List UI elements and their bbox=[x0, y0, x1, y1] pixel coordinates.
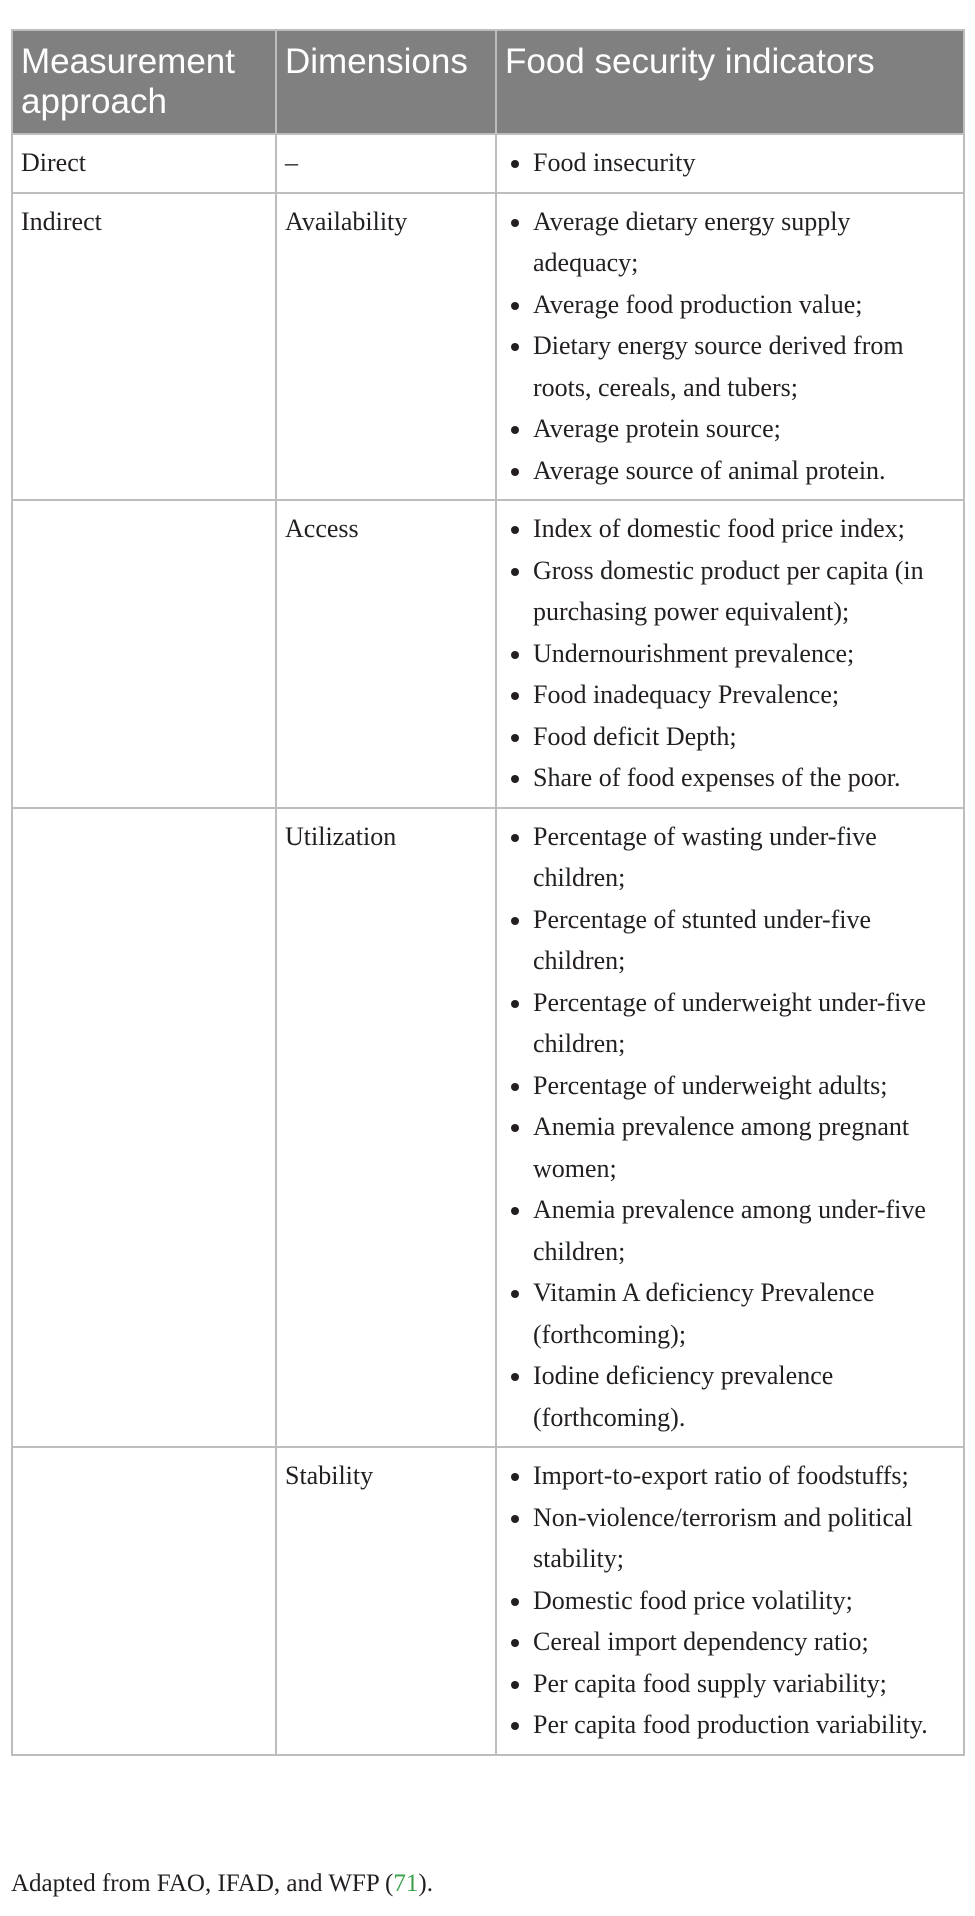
indicator-list-item: Per capita food supply variability; bbox=[507, 1663, 957, 1705]
table-row bbox=[12, 808, 964, 1448]
indicator-list bbox=[507, 201, 957, 492]
table-header bbox=[12, 30, 964, 134]
header-measurement-approach: Measurement approach bbox=[12, 30, 276, 134]
header-dimensions: Dimensions bbox=[276, 30, 496, 134]
indicator-list-item: Average source of animal protein. bbox=[507, 450, 957, 492]
indicator-list-item: Average protein source; bbox=[507, 408, 957, 450]
indicators-cell bbox=[496, 1447, 964, 1755]
table-row bbox=[12, 1447, 964, 1755]
indicator-list bbox=[507, 1455, 957, 1746]
dimension-cell: Access bbox=[276, 500, 496, 808]
indicator-list-item: Anemia prevalence among under-five children; bbox=[507, 1189, 957, 1272]
dimension-cell: Stability bbox=[276, 1447, 496, 1755]
table-row bbox=[12, 193, 964, 501]
indicator-list-item: Food inadequacy Prevalence; bbox=[507, 674, 957, 716]
dimension-cell: Availability bbox=[276, 193, 496, 501]
dimension-cell: Utilization bbox=[276, 808, 496, 1448]
indicator-list-item: Food deficit Depth; bbox=[507, 716, 957, 758]
indicators-cell bbox=[496, 134, 964, 193]
footnote-text: Adapted from FAO, IFAD, and WFP ( bbox=[11, 1870, 394, 1897]
indicator-list-item: Import-to-export ratio of foodstuffs; bbox=[507, 1455, 957, 1497]
indicator-list-item: Index of domestic food price index; bbox=[507, 508, 957, 550]
table-row bbox=[12, 500, 964, 808]
table-row bbox=[12, 134, 964, 193]
indicators-cell bbox=[496, 808, 964, 1448]
table-body bbox=[12, 134, 964, 1755]
food-security-table bbox=[11, 29, 965, 1756]
measurement-approach-cell bbox=[12, 808, 276, 1448]
indicator-list bbox=[507, 142, 957, 184]
indicator-list-item: Share of food expenses of the poor. bbox=[507, 757, 957, 799]
indicator-list-item: Dietary energy source derived from roots, cereals, and tubers; bbox=[507, 325, 957, 408]
table-footnote bbox=[11, 1868, 433, 1900]
indicator-list-item: Vitamin A deficiency Prevalence (forthcoming); bbox=[507, 1272, 957, 1355]
indicator-list-item: Non-violence/terrorism and political stability; bbox=[507, 1497, 957, 1580]
indicator-list-item: Iodine deficiency prevalence (forthcoming). bbox=[507, 1355, 957, 1438]
indicator-list bbox=[507, 816, 957, 1439]
indicator-list-item: Percentage of underweight adults; bbox=[507, 1065, 957, 1107]
indicator-list-item: Anemia prevalence among pregnant women; bbox=[507, 1106, 957, 1189]
measurement-approach-cell: Direct bbox=[12, 134, 276, 193]
indicator-list-item: Average food production value; bbox=[507, 284, 957, 326]
indicator-list-item: Percentage of underweight under-five children; bbox=[507, 982, 957, 1065]
indicator-list-item: Domestic food price volatility; bbox=[507, 1580, 957, 1622]
footnote-text-end: ). bbox=[418, 1870, 433, 1897]
indicators-cell bbox=[496, 193, 964, 501]
indicator-list-item: Percentage of stunted under-five children; bbox=[507, 899, 957, 982]
dimension-cell: – bbox=[276, 134, 496, 193]
indicators-cell bbox=[496, 500, 964, 808]
indicator-list-item: Gross domestic product per capita (in purchasing power equivalent); bbox=[507, 550, 957, 633]
indicator-list-item: Percentage of wasting under-five children; bbox=[507, 816, 957, 899]
food-security-table-container bbox=[11, 29, 963, 1756]
measurement-approach-cell bbox=[12, 500, 276, 808]
measurement-approach-cell: Indirect bbox=[12, 193, 276, 501]
indicator-list bbox=[507, 508, 957, 799]
indicator-list-item: Average dietary energy supply adequacy; bbox=[507, 201, 957, 284]
footnote-reference-link[interactable]: 71 bbox=[393, 1870, 419, 1897]
indicator-list-item: Undernourishment prevalence; bbox=[507, 633, 957, 675]
header-food-security-indicators: Food security indicators bbox=[496, 30, 964, 134]
measurement-approach-cell bbox=[12, 1447, 276, 1755]
indicator-list-item: Food insecurity bbox=[507, 142, 957, 184]
indicator-list-item: Cereal import dependency ratio; bbox=[507, 1621, 957, 1663]
header-row bbox=[12, 30, 964, 134]
indicator-list-item: Per capita food production variability. bbox=[507, 1704, 957, 1746]
